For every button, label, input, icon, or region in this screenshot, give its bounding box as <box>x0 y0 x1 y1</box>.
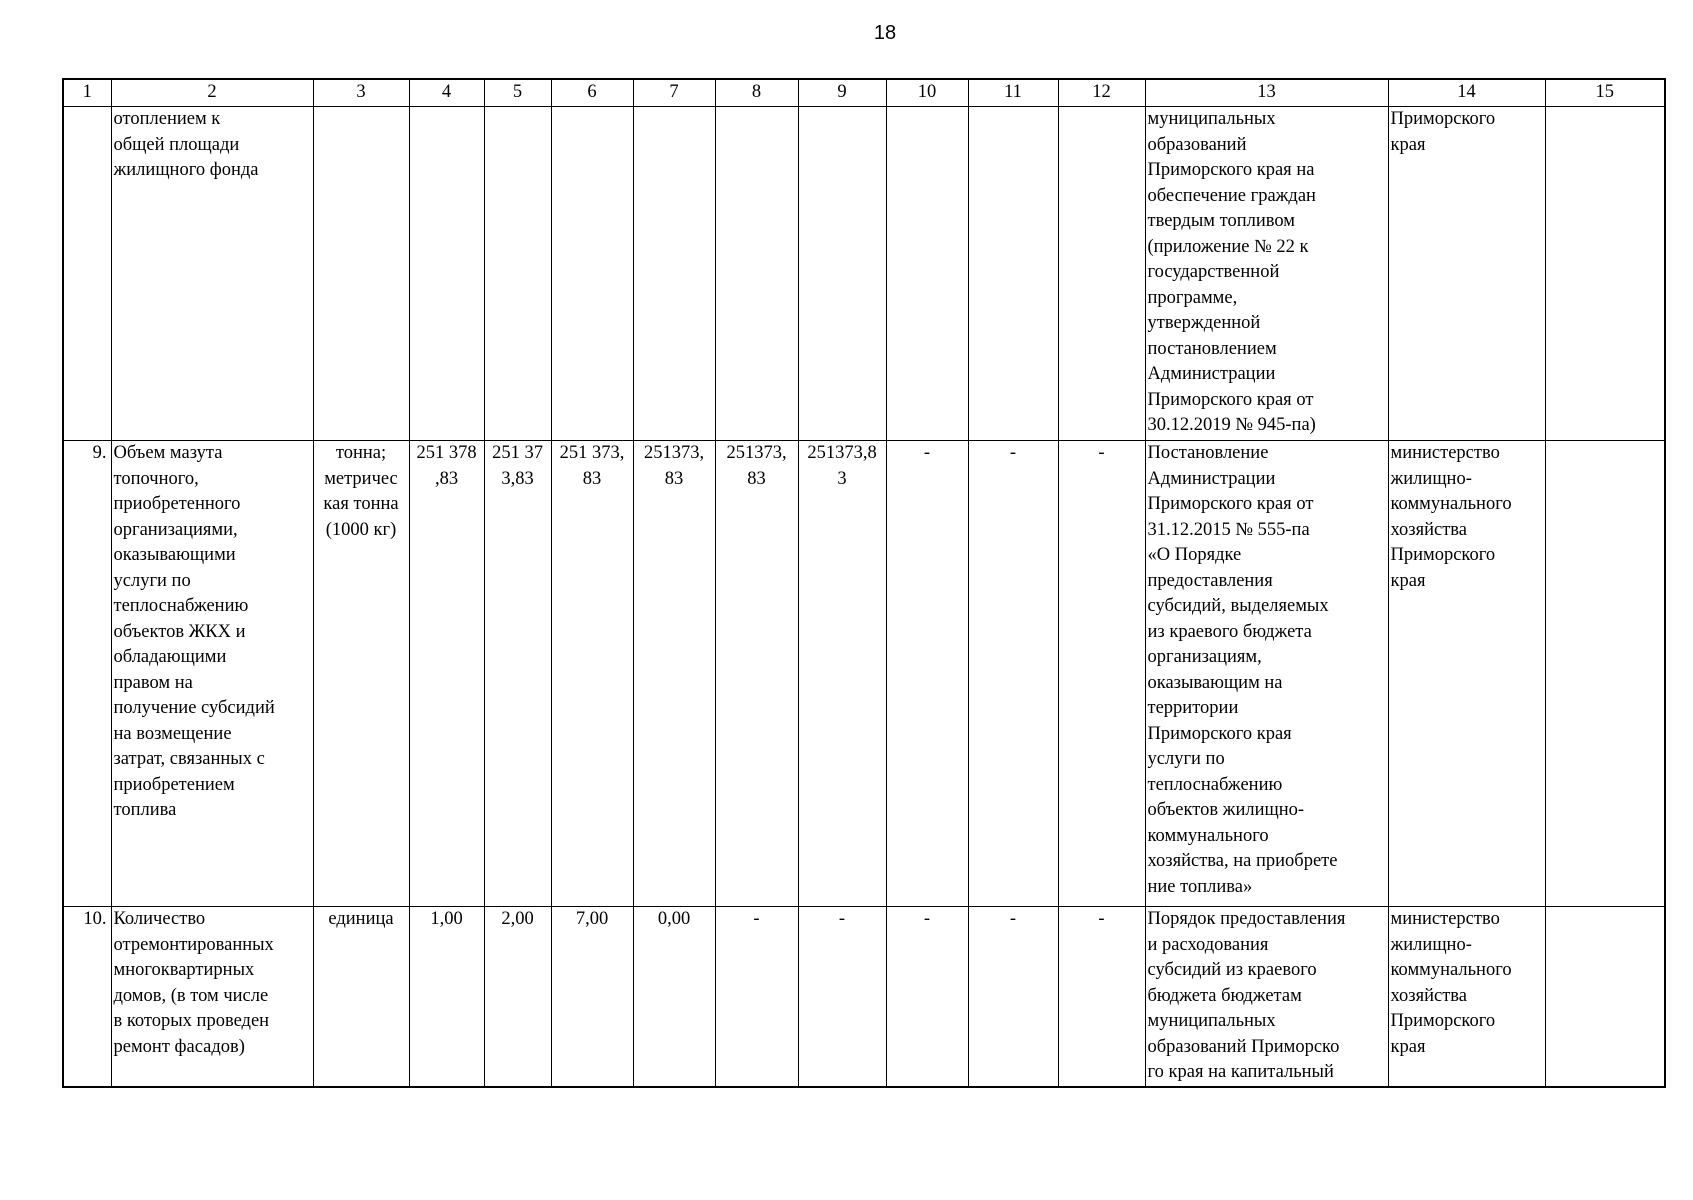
value-cell-4: 1,00 <box>409 907 484 1087</box>
table-row <box>63 907 1665 1087</box>
value-cell-7: 0,00 <box>633 907 715 1087</box>
col-header-11: 11 <box>968 79 1058 107</box>
col-header-10: 10 <box>886 79 968 107</box>
col-header-8: 8 <box>715 79 798 107</box>
value-cell-11 <box>968 107 1058 441</box>
col-header-5: 5 <box>484 79 551 107</box>
value-cell-9: 251373,8 3 <box>798 441 886 907</box>
value-cell-8 <box>715 107 798 441</box>
value-cell-10 <box>886 107 968 441</box>
page-number: 18 <box>873 22 897 44</box>
value-cell-12: - <box>1058 441 1145 907</box>
value-cell-6: 7,00 <box>551 907 633 1087</box>
col-header-15: 15 <box>1545 79 1665 107</box>
value-cell-7: 251373, 83 <box>633 441 715 907</box>
value-cell-5: 2,00 <box>484 907 551 1087</box>
header-row <box>63 79 1665 107</box>
value-cell-9 <box>798 107 886 441</box>
col-header-6: 6 <box>551 79 633 107</box>
responsible-cell: министерство жилищно- коммунального хозяйства Приморского края <box>1388 441 1545 907</box>
col-header-12: 12 <box>1058 79 1145 107</box>
source-document-cell: Порядок предоставления и расходования субсидий из краевого бюджета бюджетам муниципальных образований Приморско го края на капитальный <box>1145 907 1388 1087</box>
indicator-name: отоплением к общей площади жилищного фонда <box>111 107 313 441</box>
col-header-14: 14 <box>1388 79 1545 107</box>
col-header-13: 13 <box>1145 79 1388 107</box>
row-number: 9. <box>63 441 111 907</box>
note-cell <box>1545 907 1665 1087</box>
note-cell <box>1545 441 1665 907</box>
value-cell-6 <box>551 107 633 441</box>
col-header-1: 1 <box>63 79 111 107</box>
indicators-table <box>62 78 1666 1088</box>
source-document-cell: Постановление Администрации Приморского края от 31.12.2015 № 555-па «О Порядке предоставления субсидий, выделяемых из краевого бюджета организациям, оказывающим на территории Приморского края услуги по теплоснабжению объектов жилищно- коммунального хозяйства, на приобрете ние топлива» <box>1145 441 1388 907</box>
col-header-7: 7 <box>633 79 715 107</box>
row-number <box>63 107 111 441</box>
value-cell-12 <box>1058 107 1145 441</box>
col-header-9: 9 <box>798 79 886 107</box>
value-cell-8: - <box>715 907 798 1087</box>
value-cell-10: - <box>886 907 968 1087</box>
indicator-name: Объем мазута топочного, приобретенного организациями, оказывающими услуги по теплоснабжению объектов ЖКХ и обладающими правом на получение субсидий на возмещение затрат, связанных с приобретением топлива <box>111 441 313 907</box>
value-cell-10: - <box>886 441 968 907</box>
unit-cell: тонна; метричес кая тонна (1000 кг) <box>313 441 409 907</box>
responsible-cell: Приморского края <box>1388 107 1545 441</box>
value-cell-11: - <box>968 907 1058 1087</box>
col-header-3: 3 <box>313 79 409 107</box>
table-row <box>63 107 1665 441</box>
value-cell-11: - <box>968 441 1058 907</box>
unit-cell <box>313 107 409 441</box>
source-document-cell: муниципальных образований Приморского края на обеспечение граждан твердым топливом (приложение № 22 к государственной программе, утвержденной постановлением Администрации Приморского края от 30.12.2019 № 945-па) <box>1145 107 1388 441</box>
note-cell <box>1545 107 1665 441</box>
value-cell-4 <box>409 107 484 441</box>
value-cell-6: 251 373, 83 <box>551 441 633 907</box>
col-header-2: 2 <box>111 79 313 107</box>
unit-cell: единица <box>313 907 409 1087</box>
value-cell-7 <box>633 107 715 441</box>
indicator-name: Количество отремонтированных многоквартирных домов, (в том числе в которых проведен ремонт фасадов) <box>111 907 313 1087</box>
row-number: 10. <box>63 907 111 1087</box>
responsible-cell: министерство жилищно- коммунального хозяйства Приморского края <box>1388 907 1545 1087</box>
value-cell-5 <box>484 107 551 441</box>
value-cell-5: 251 37 3,83 <box>484 441 551 907</box>
col-header-4: 4 <box>409 79 484 107</box>
value-cell-9: - <box>798 907 886 1087</box>
value-cell-12: - <box>1058 907 1145 1087</box>
value-cell-8: 251373, 83 <box>715 441 798 907</box>
table-row <box>63 441 1665 907</box>
value-cell-4: 251 378 ,83 <box>409 441 484 907</box>
